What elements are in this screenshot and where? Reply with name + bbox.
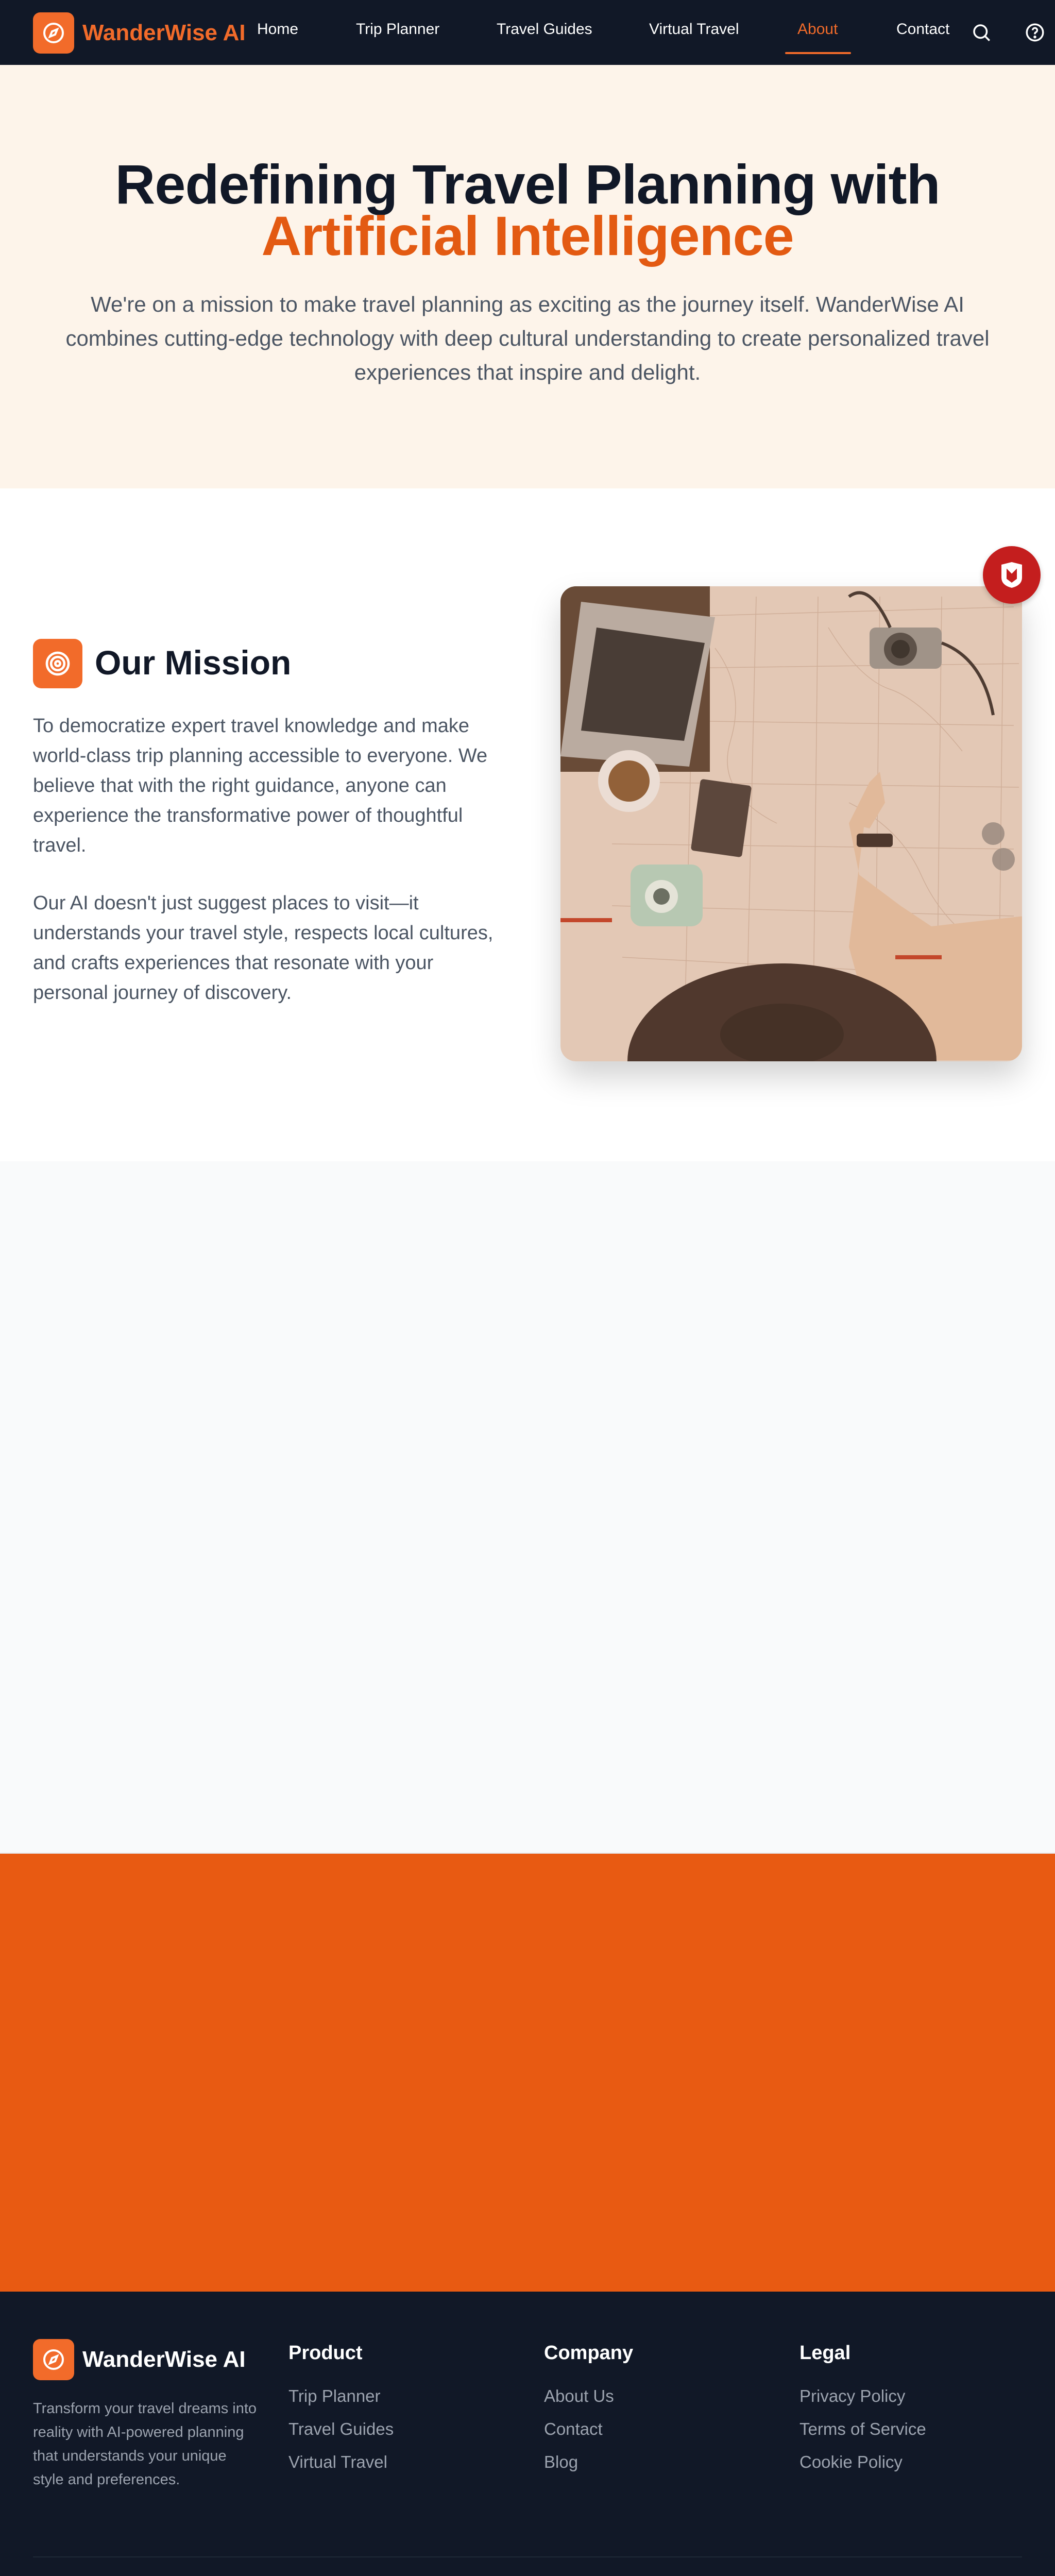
- compass-icon: [33, 2339, 74, 2380]
- hero-subtitle: We're on a mission to make travel planning as exciting as the journey itself. WanderWise AI combines cutting-edge technology with deep cultural understanding to create personalized travel experiences that inspire and delight.: [65, 292, 990, 384]
- mission-paragraph-2: Our AI doesn't just suggest places to visit—it understands your travel style, respects local cultures, and crafts experiences that resonate with your personal journey of discovery.: [33, 892, 494, 1004]
- hero-section: [0, 65, 1055, 488]
- shield-badge-icon[interactable]: [983, 546, 1041, 604]
- footer-link-terms-of-service[interactable]: Terms of Service: [799, 2419, 926, 2438]
- travel-planning-photo: [560, 586, 1022, 1061]
- footer-column-title-company: Company: [544, 2342, 634, 2364]
- footer-description: Transform your travel dreams into reality with AI-powered planning that understands your unique style and preferences.: [33, 2400, 257, 2488]
- brand-logo[interactable]: [33, 12, 246, 54]
- compass-icon: [33, 12, 74, 54]
- brand-name: WanderWise AI: [82, 20, 246, 45]
- hero-title-line2: Artificial Intelligence: [261, 205, 794, 267]
- footer-link-trip-planner[interactable]: Trip Planner: [288, 2386, 381, 2405]
- nav-link-travel-guides[interactable]: Travel Guides: [497, 21, 592, 38]
- nav-link-about[interactable]: About: [797, 21, 838, 38]
- help-circle-icon[interactable]: [1024, 22, 1046, 43]
- footer-column-title-product: Product: [288, 2342, 363, 2364]
- mission-section: [0, 488, 1055, 1161]
- active-tab-indicator: [785, 52, 851, 54]
- nav-link-home[interactable]: Home: [257, 21, 299, 38]
- top-nav: [0, 0, 1055, 65]
- footer-brand-name: WanderWise AI: [82, 2347, 246, 2372]
- target-icon: [33, 639, 82, 688]
- footer-link-travel-guides[interactable]: Travel Guides: [288, 2419, 394, 2438]
- nav-link-contact[interactable]: Contact: [896, 21, 950, 38]
- orange-banner-section: [0, 1854, 1055, 2292]
- empty-content-section: [0, 1161, 1055, 1854]
- footer-divider: [33, 2556, 1022, 2557]
- search-icon[interactable]: [971, 22, 992, 43]
- footer-column-title-legal: Legal: [799, 2342, 851, 2364]
- footer-link-privacy-policy[interactable]: Privacy Policy: [799, 2386, 906, 2405]
- footer-link-blog[interactable]: Blog: [544, 2452, 578, 2471]
- mission-title: Our Mission: [95, 643, 292, 682]
- nav-link-trip-planner[interactable]: Trip Planner: [356, 21, 440, 38]
- mission-paragraph-1: To democratize expert travel knowledge and make world-class trip planning accessible to everyone. We believe that with the right guidance, anyone can experience the transformative power of thoughtful travel.: [33, 715, 488, 856]
- footer-link-about-us[interactable]: About Us: [544, 2386, 614, 2405]
- nav-link-virtual-travel[interactable]: Virtual Travel: [649, 21, 739, 38]
- footer-link-cookie-policy[interactable]: Cookie Policy: [799, 2452, 903, 2471]
- footer-link-contact[interactable]: Contact: [544, 2419, 603, 2438]
- footer-link-virtual-travel[interactable]: Virtual Travel: [288, 2452, 387, 2471]
- hero-title-line1: Redefining Travel Planning with: [115, 153, 940, 215]
- footer-brand-logo[interactable]: [33, 2339, 246, 2380]
- footer: [0, 2292, 1055, 2576]
